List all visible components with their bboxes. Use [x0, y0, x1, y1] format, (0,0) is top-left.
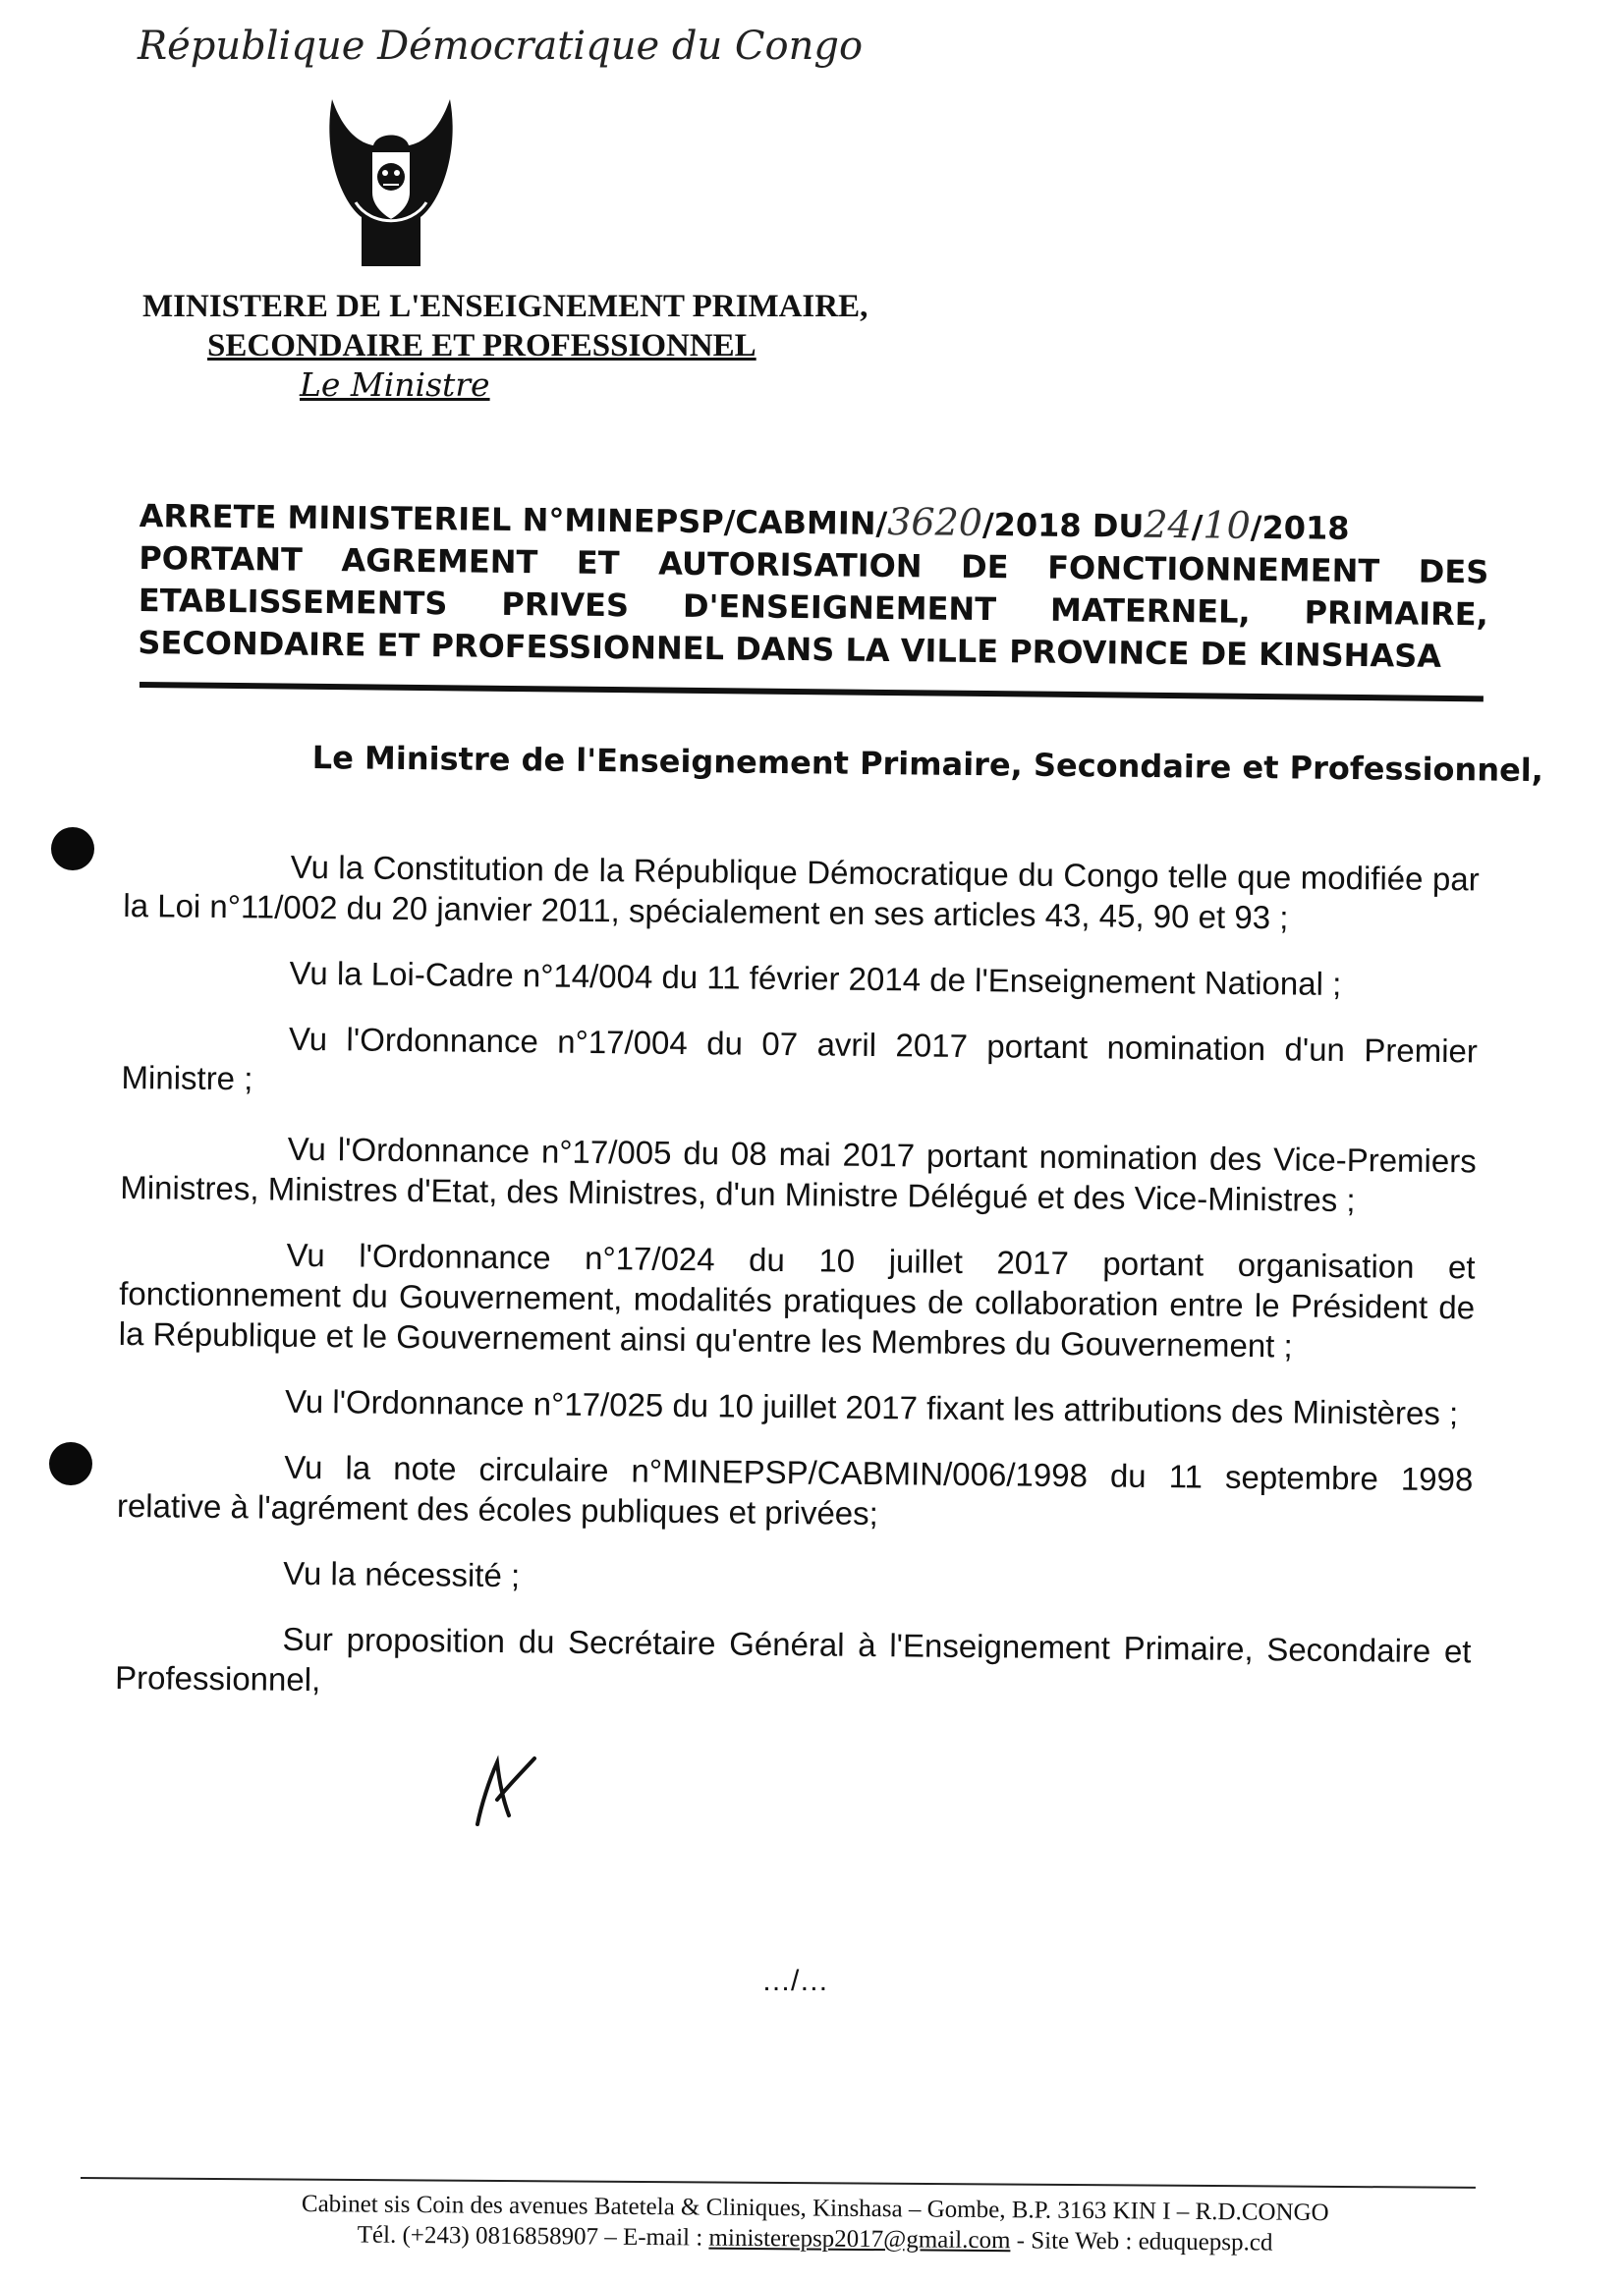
coat-of-arms-emblem: [322, 94, 460, 271]
footer-rule: [81, 2177, 1476, 2189]
handwritten-initial-mark: [470, 1751, 538, 1829]
paragraph-constitution: Vu la Constitution de la République Démocratique du Congo telle que modifiée par la Loi n°11/002 du 20 janvier 2011, spécialement en ses articles 43, 45, 90 et 93 ;: [123, 848, 1480, 936]
title-line-1: ARRETE MINISTERIEL N°MINEPSP/CABMIN/3620/2018 DU24/10/2018: [139, 496, 1350, 547]
paragraph-necessite: Vu la nécessité ;: [283, 1554, 521, 1594]
ministry-line-2: SECONDAIRE ET PROFESSIONNEL: [207, 328, 756, 363]
handwritten-day: 24: [1144, 502, 1192, 547]
footer-address: Cabinet sis Coin des avenues Batetela & Cliniques, Kinshasa – Gombe, B.P. 3163 KIN I – R.D.CONGO: [301, 2190, 1329, 2227]
footer-website: - Site Web : eduquepsp.cd: [1010, 2227, 1273, 2256]
ministry-name: [142, 287, 868, 365]
handwritten-number: 3620: [887, 499, 983, 544]
title-line-4: SECONDAIRE ET PROFESSIONNEL DANS LA VILLE PROVINCE DE KINSHASA: [138, 623, 1442, 675]
title-year: /2018: [1250, 508, 1350, 547]
handwritten-month: 10: [1203, 503, 1252, 547]
punch-hole-bottom: [49, 1442, 92, 1485]
footer-contact: [78, 2187, 1551, 2260]
paragraph-ordonnance-005: Vu l'Ordonnance n°17/005 du 08 mai 2017 portant nomination des Vice-Premiers Ministres, Ministres d'Etat, des Ministres, d'un Ministre Délégué et des Vice-Ministres ;: [120, 1130, 1477, 1219]
considerations-body: [115, 845, 1480, 1711]
title-line-2: PORTANT AGREMENT ET AUTORISATION DE FONCTIONNEMENT DES: [139, 538, 1489, 591]
minister-heading: Le Ministre de l'Enseignement Primaire, Secondaire et Professionnel,: [311, 739, 1544, 790]
title-mid: /2018 DU: [981, 505, 1145, 545]
paragraph-loi-cadre: Vu la Loi-Cadre n°14/004 du 11 février 2014 de l'Enseignement National ;: [289, 954, 1342, 1002]
paragraph-proposition: Sur proposition du Secrétaire Général à l'Enseignement Primaire, Secondaire et Professionnel,: [114, 1620, 1472, 1699]
paragraph-ordonnance-025: Vu l'Ordonnance n°17/025 du 10 juillet 2017 fixant les attributions des Ministères ;: [284, 1382, 1459, 1432]
decree-title: [138, 493, 1489, 678]
ministry-line-1: MINISTERE DE L'ENSEIGNEMENT PRIMAIRE,: [142, 289, 868, 324]
paragraph-ordonnance-004: Vu l'Ordonnance n°17/004 du 07 avril 2017 portant nomination d'un Premier Ministre ;: [121, 1020, 1479, 1097]
footer-tel: Tél. (+243) 0816858907 – E-mail :: [357, 2221, 709, 2252]
title-prefix: ARRETE MINISTERIEL N°MINEPSP/CABMIN/: [139, 496, 888, 542]
title-underline-rule: [140, 682, 1484, 701]
page-continuation-mark: …/…: [761, 1965, 829, 1997]
paragraph-ordonnance-024: Vu l'Ordonnance n°17/024 du 10 juillet 2017 portant organisation et fonctionnement du Gouvernement, modalités pratiques de collaboration entre le Président de la République et le Gouvernement ainsi qu'entre les Membres du Gouvernement ;: [118, 1236, 1476, 1365]
punch-hole-top: [51, 827, 94, 870]
footer-email-link[interactable]: ministerepsp2017@gmail.com: [708, 2224, 1011, 2255]
le-ministre-label: Le Ministre: [300, 365, 490, 404]
paragraph-note-circulaire: Vu la note circulaire n°MINEPSP/CABMIN/006/1998 du 11 septembre 1998 relative à l'agrément des écoles publiques et privées;: [116, 1448, 1474, 1532]
republic-name: République Démocratique du Congo: [138, 24, 864, 69]
title-line-3: ETABLISSEMENTS PRIVES D'ENSEIGNEMENT MATERNEL, PRIMAIRE,: [138, 581, 1488, 634]
